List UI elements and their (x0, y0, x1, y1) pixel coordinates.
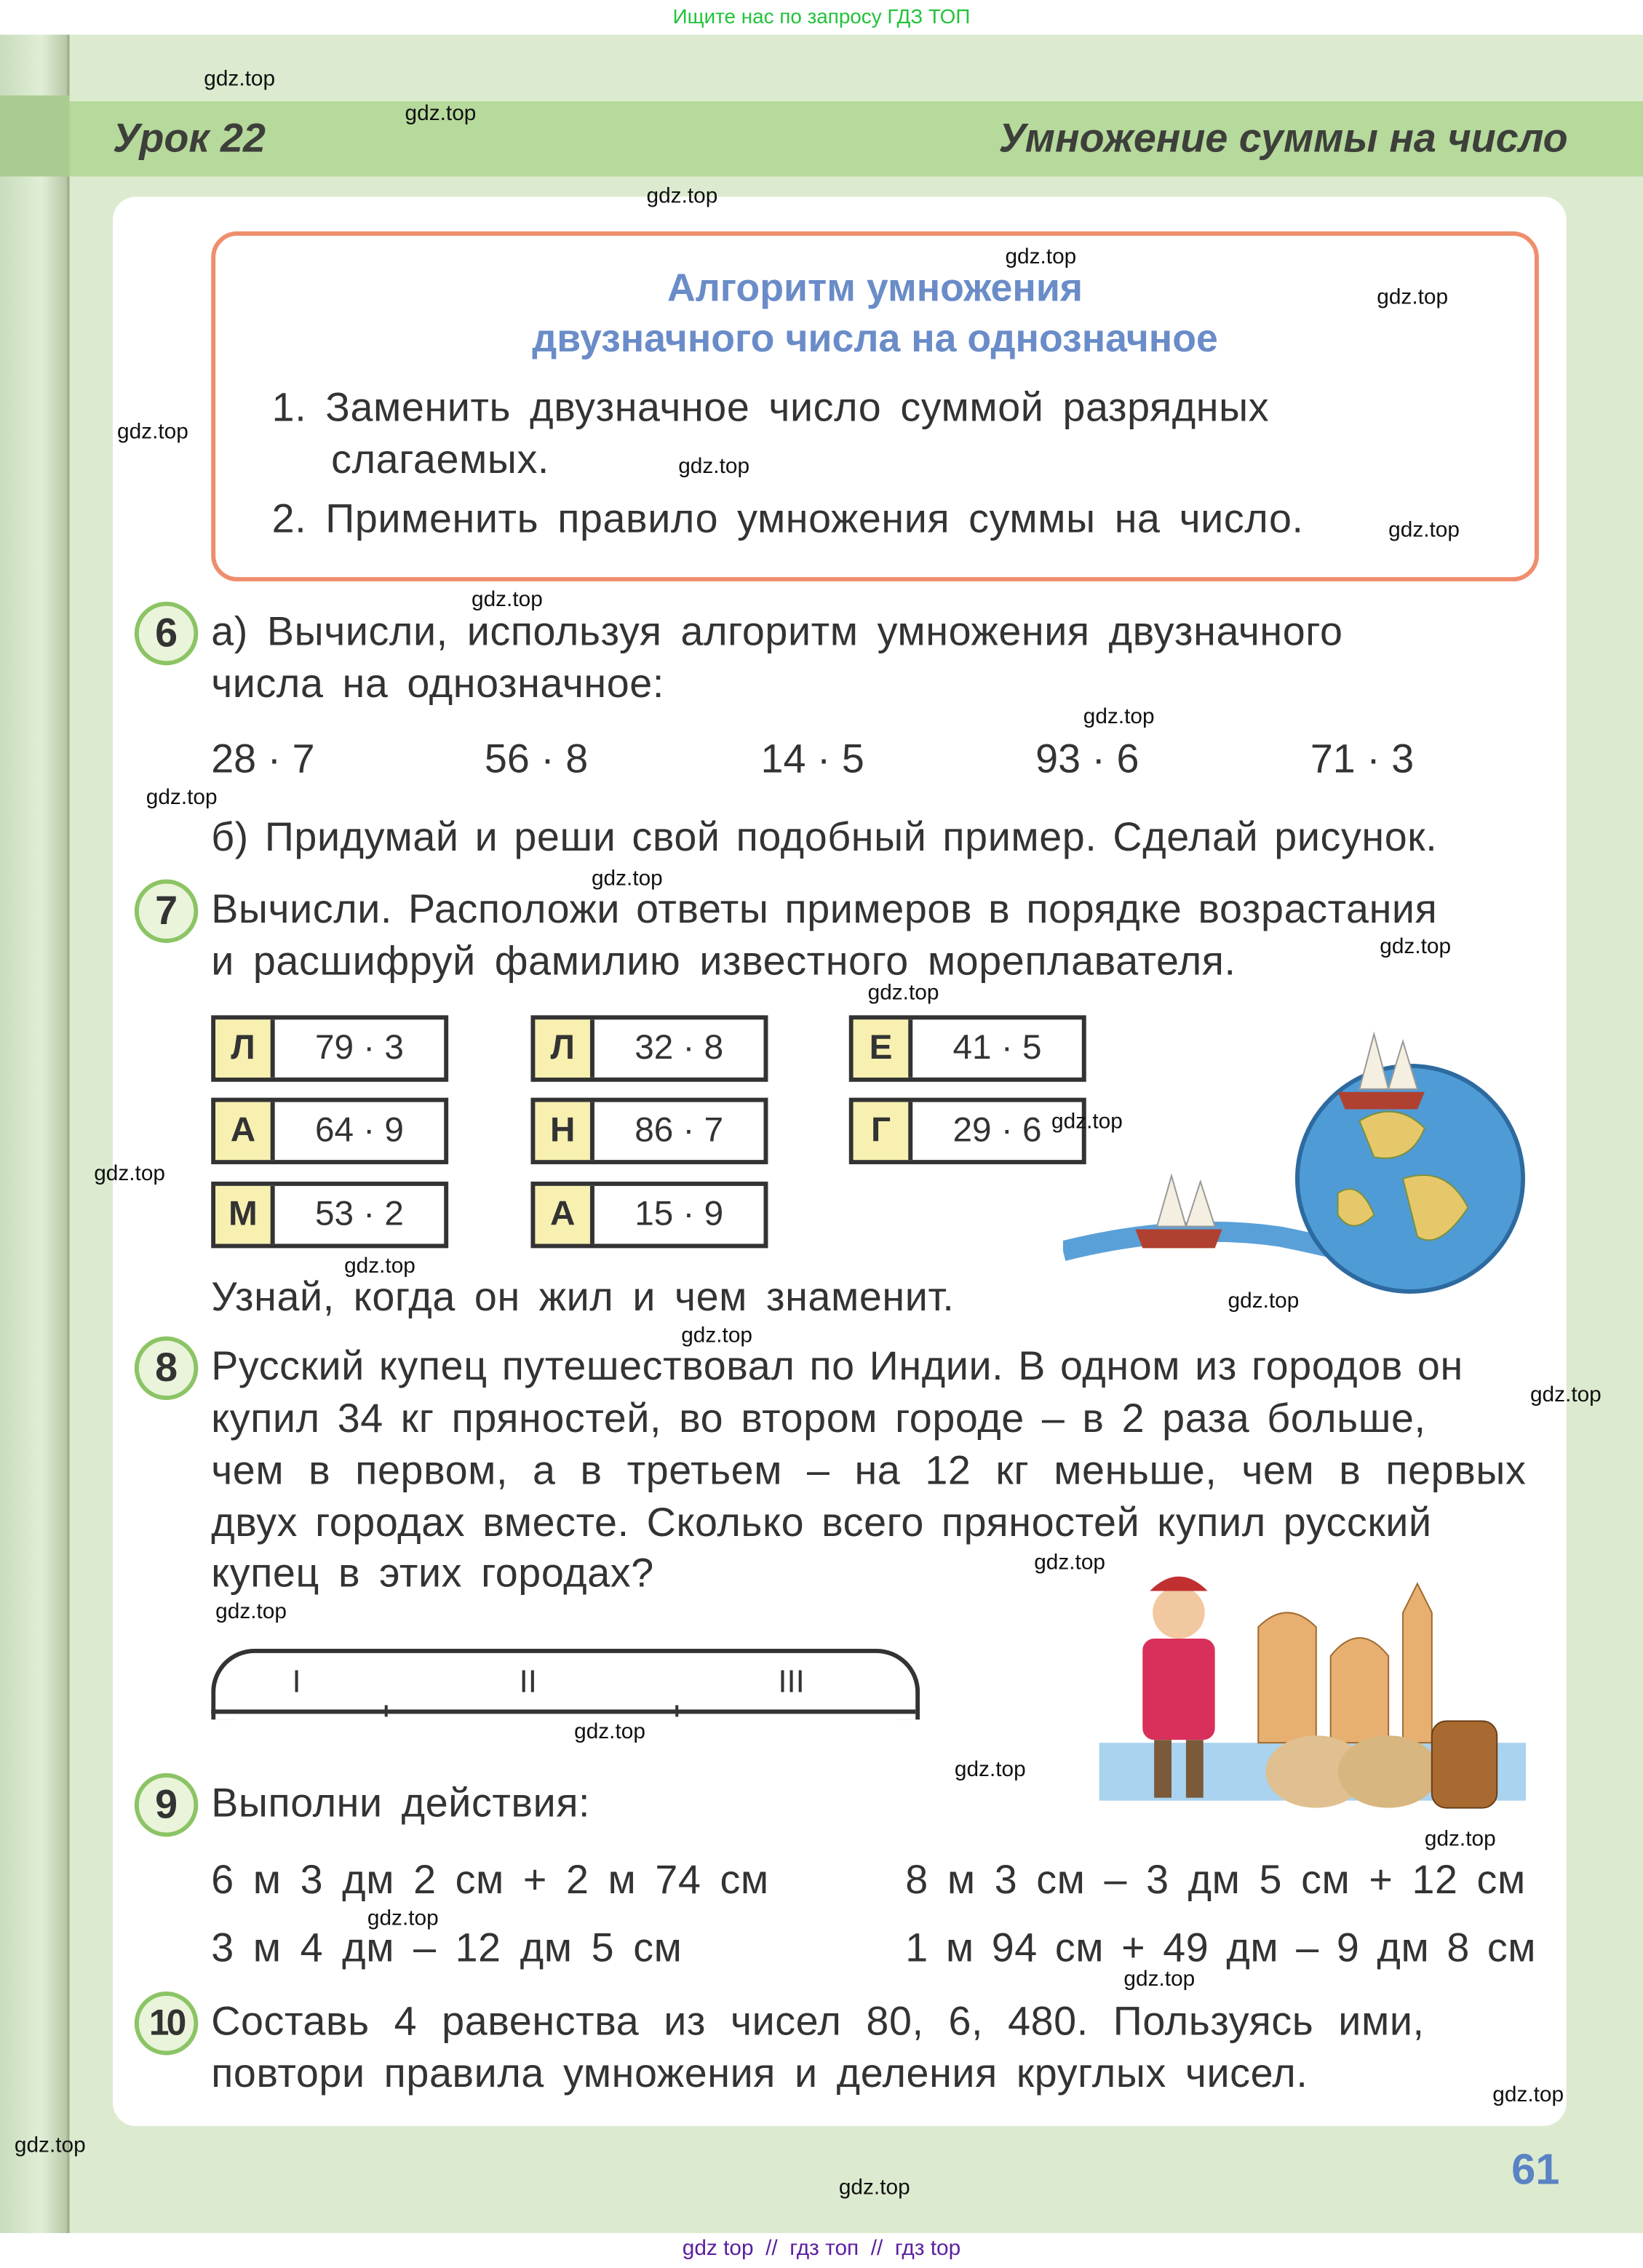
watermark: gdz.top (405, 101, 477, 126)
lesson-topic: Умножение суммы на число (998, 116, 1568, 161)
watermark: gdz.top (204, 66, 276, 92)
example: 56 · 8 (484, 736, 589, 781)
watermark: gdz.top (1123, 1967, 1196, 1992)
task-number-10: 10 (135, 1992, 198, 2055)
cipher-expr: 32 · 8 (634, 1028, 724, 1067)
watermark: gdz.top (94, 1161, 166, 1186)
algorithm-subtitle: двузначного числа на однозначное (532, 317, 1218, 360)
cipher-letter: А (215, 1102, 274, 1161)
cipher-expr: 41 · 5 (952, 1028, 1042, 1067)
cipher-expr: 64 · 9 (314, 1110, 404, 1150)
algorithm-title: Алгоритм умножения (667, 266, 1083, 310)
watermark: gdz.top (838, 2175, 910, 2200)
watermark: gdz.top (117, 419, 188, 445)
task10-text: Составь 4 равенства из чисел 80, 6, 480. Пользуясь ими, (211, 1998, 1425, 2044)
segment-label: III (778, 1663, 805, 1700)
task8-line: купил 34 кг пряностей, во втором городе – в 2 раза больше, (211, 1396, 1426, 1441)
header-band-left (0, 95, 69, 176)
task-number-8: 8 (135, 1337, 198, 1400)
task8-line: Русский купец путешествовал по Индии. В одном из городов он (211, 1343, 1463, 1389)
task6-b: б) Придумай и реши свой подобный пример. Сделай рисунок. (211, 814, 1438, 859)
watermark: gdz.top (954, 1757, 1026, 1782)
watermark: gdz.top (867, 980, 939, 1006)
watermark: gdz.top (14, 2133, 86, 2158)
task9-expr: 6 м 3 дм 2 см + 2 м 74 см (211, 1857, 769, 1902)
cipher-cell (211, 1098, 448, 1164)
footer-links[interactable]: gdz top // гдз топ // гдз top (0, 2233, 1643, 2268)
task-number-9: 9 (135, 1773, 198, 1837)
task7-after: Узнай, когда он жил и чем знаменит. (211, 1274, 955, 1319)
page-number: 61 (1511, 2146, 1560, 2195)
cipher-letter: Н (535, 1102, 594, 1161)
cipher-expr: 15 · 9 (634, 1194, 724, 1234)
segment-tick (675, 1705, 678, 1716)
task6-text-cont: числа на однозначное: (211, 661, 664, 706)
cipher-cell (530, 1182, 768, 1248)
cipher-expr: 53 · 2 (314, 1194, 404, 1234)
cipher-letter: Л (215, 1019, 274, 1078)
task7-text: Вычисли. Расположи ответы примеров в порядке возрастания (211, 886, 1438, 932)
task8-line: чем в первом, а в третьем – на 12 кг меньше, чем в первых (211, 1447, 1527, 1493)
cipher-cell (849, 1015, 1086, 1081)
task8-line: купец в этих городах? (211, 1550, 654, 1596)
watermark: gdz.top (1377, 285, 1449, 310)
cipher-expr: 79 · 3 (314, 1028, 404, 1067)
watermark: gdz.top (1228, 1289, 1300, 1313)
watermark: gdz.top (1034, 1550, 1106, 1575)
watermark: gdz.top (678, 454, 750, 479)
task10-text-cont: повтори правила умножения и деления круглых чисел. (211, 2050, 1308, 2096)
watermark: gdz.top (1051, 1109, 1123, 1134)
cipher-cell (849, 1098, 1086, 1164)
watermark: gdz.top (146, 785, 218, 811)
watermark: gdz.top (1388, 517, 1460, 543)
watermark: gdz.top (646, 183, 718, 209)
task8-line: двух городах вместе. Сколько всего пряностей купил русский (211, 1500, 1432, 1545)
segment-label: II (519, 1663, 537, 1700)
lesson-number: Урок 22 (113, 116, 266, 161)
cipher-cell (211, 1015, 448, 1081)
watermark: gdz.top (574, 1719, 645, 1745)
cipher-letter: Г (854, 1102, 912, 1161)
cipher-expr: 86 · 7 (634, 1110, 724, 1150)
watermark: gdz.top (1424, 1826, 1496, 1852)
example: 28 · 7 (211, 736, 315, 781)
algorithm-step-2: 2. Применить правило умножения суммы на число. (271, 496, 1304, 541)
watermark: gdz.top (1005, 244, 1077, 269)
segment-tick (385, 1705, 388, 1716)
globe-ships-illustration (1063, 1019, 1540, 1294)
cipher-letter: А (535, 1186, 594, 1244)
cipher-expr: 29 · 6 (952, 1110, 1042, 1150)
task9-expr: 3 м 4 дм – 12 дм 5 см (211, 1925, 683, 1970)
segment-label: I (292, 1663, 301, 1700)
task-number-7: 7 (135, 880, 198, 943)
cipher-cell (530, 1015, 768, 1081)
watermark: gdz.top (215, 1599, 287, 1625)
example: 93 · 6 (1035, 736, 1139, 781)
merchant-india-illustration (1099, 1569, 1526, 1815)
algorithm-step-1: 1. Заменить двузначное число суммой разрядных (271, 384, 1270, 430)
task9-title: Выполни действия: (211, 1780, 591, 1826)
watermark: gdz.top (471, 586, 543, 612)
example: 14 · 5 (760, 736, 864, 781)
watermark: gdz.top (367, 1906, 439, 1931)
cipher-cell (211, 1182, 448, 1248)
task6-text: а) Вычисли, используя алгоритм умножения двузначного (211, 608, 1343, 654)
watermark: gdz.top (1380, 934, 1452, 959)
watermark: gdz.top (1529, 1382, 1602, 1408)
cipher-cell (530, 1098, 768, 1164)
task9-expr: 1 м 94 см + 49 дм – 9 дм 8 см (905, 1925, 1537, 1970)
search-banner: Ищите нас по запросу ГДЗ ТОП (0, 0, 1643, 35)
task9-expr: 8 м 3 см – 3 дм 5 см + 12 см (905, 1857, 1526, 1902)
task-number-6: 6 (135, 602, 198, 665)
cipher-letter: Е (854, 1019, 912, 1078)
watermark: gdz.top (1083, 704, 1155, 729)
task7-text-cont: и расшифруй фамилию известного мореплавателя. (211, 939, 1236, 984)
algorithm-step-1-cont: слагаемых. (331, 437, 549, 482)
watermark: gdz.top (344, 1254, 415, 1279)
watermark: gdz.top (1492, 2082, 1564, 2108)
page-spine (0, 35, 69, 2233)
watermark: gdz.top (681, 1323, 753, 1348)
example: 71 · 3 (1310, 736, 1415, 781)
segment-baseline (211, 1709, 915, 1714)
watermark: gdz.top (591, 866, 663, 891)
cipher-letter: Л (535, 1019, 594, 1078)
cipher-letter: М (215, 1186, 274, 1244)
